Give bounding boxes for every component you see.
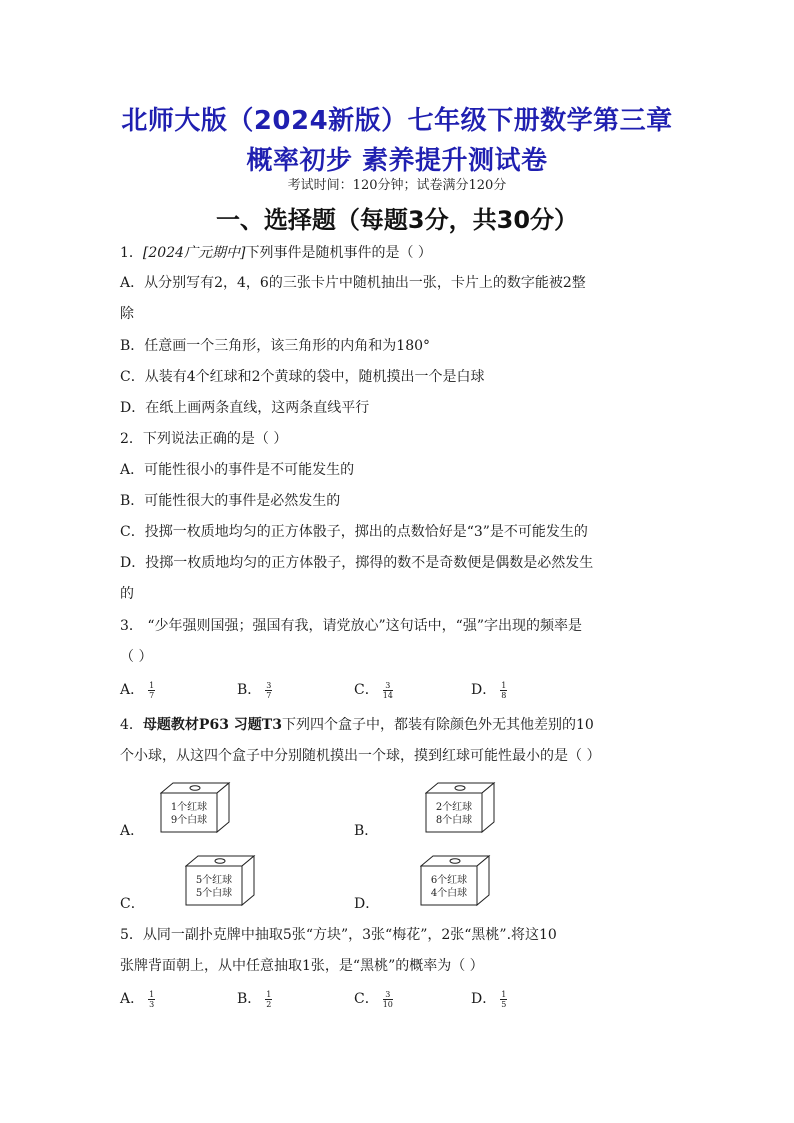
question-4-option-d-box xyxy=(420,855,492,911)
question-2-option-d-cont: 的 xyxy=(120,586,134,602)
fraction-numerator: 1 xyxy=(501,680,507,690)
option-label: A． xyxy=(120,682,145,698)
question-1-option-a-cont: 除 xyxy=(120,306,134,322)
red-ball-count: 2个红球 xyxy=(435,802,473,813)
fraction xyxy=(148,681,155,700)
fraction-numerator: 3 xyxy=(383,681,393,691)
fraction-numerator: 1 xyxy=(149,989,155,999)
question-4-option-c-label: C． xyxy=(120,896,145,912)
red-ball-count: 1个红球 xyxy=(170,802,208,813)
question-4-option-d-label: D． xyxy=(354,896,380,912)
question-2-stem: 2．下列说法正确的是（ ） xyxy=(120,431,288,447)
fraction-denominator: 5 xyxy=(501,999,507,1009)
question-4-option-b-box xyxy=(425,782,497,838)
fraction-numerator: 3 xyxy=(266,680,272,690)
question-4-source: 母题教材P63 习题T3 xyxy=(142,717,282,733)
question-4-option-c-box xyxy=(185,855,257,911)
question-2-option-a: A．可能性很小的事件是不可能发生的 xyxy=(120,462,355,478)
exam-info: 考试时间：120分钟；试卷满分120分 xyxy=(287,178,507,193)
fraction xyxy=(383,681,393,700)
exam-title-line-2: 概率初步 素养提升测试卷 xyxy=(246,146,548,176)
fraction-denominator: 8 xyxy=(501,690,507,700)
question-2-option-d: D．投掷一枚质地均匀的正方体骰子，掷得的数不是奇数便是偶数是必然发生 xyxy=(120,555,594,571)
question-1-option-a: A．从分别写有2，4，6的三张卡片中随机抽出一张，卡片上的数字能被2整 xyxy=(120,275,586,291)
white-ball-count: 8个白球 xyxy=(435,815,473,826)
white-ball-count: 5个白球 xyxy=(195,888,233,899)
option-label: B． xyxy=(237,991,262,1007)
fraction xyxy=(500,681,507,700)
exam-title-line-1: 北师大版（2024新版）七年级下册数学第三章 xyxy=(121,106,673,136)
question-4-stem xyxy=(120,714,594,734)
question-2-option-b: B．可能性很大的事件是必然发生的 xyxy=(120,493,341,509)
fraction-denominator: 14 xyxy=(382,690,393,700)
fraction xyxy=(500,990,507,1009)
section-heading: 一、选择题（每题3分，共30分） xyxy=(215,206,579,234)
question-4-text: 下列四个盒子中，都装有除颜色外无其他差别的10 xyxy=(281,717,594,733)
question-1-option-c: C．从装有4个红球和2个黄球的袋中，随机摸出一个是白球 xyxy=(120,369,485,385)
question-4-number: 4． xyxy=(120,717,143,733)
question-5-option-c xyxy=(354,988,393,1009)
fraction-numerator: 1 xyxy=(501,989,507,999)
question-1-option-d: D．在纸上画两条直线，这两条直线平行 xyxy=(120,400,370,416)
question-1-option-b: B．任意画一个三角形，该三角形的内角和为180° xyxy=(120,338,431,354)
fraction-numerator: 1 xyxy=(266,989,272,999)
question-4-option-a-box xyxy=(160,782,232,838)
fraction xyxy=(148,990,155,1009)
question-5-option-b xyxy=(237,988,272,1009)
ball-box-icon xyxy=(185,855,257,907)
fraction xyxy=(265,681,272,700)
question-1-number: 1． xyxy=(120,245,143,261)
question-2-option-c: C．投掷一枚质地均匀的正方体骰子，掷出的点数恰好是“3”是不可能发生的 xyxy=(120,524,588,540)
fraction-denominator: 2 xyxy=(266,999,272,1009)
fraction xyxy=(265,990,272,1009)
fraction-denominator: 10 xyxy=(382,999,393,1009)
question-5-option-d xyxy=(471,988,507,1009)
white-ball-count: 9个白球 xyxy=(170,815,208,826)
question-3-option-b xyxy=(237,679,272,700)
option-label: D． xyxy=(471,682,497,698)
question-3-stem: 3． “少年强则国强；强国有我，请党放心”这句话中，“强”字出现的频率是 xyxy=(120,618,582,634)
question-4-stem-cont: 个小球，从这四个盒子中分别随机摸出一个球，摸到红球可能性最小的是（ ） xyxy=(120,748,601,764)
question-5-stem-cont: 张牌背面朝上，从中任意抽取1张，是“黑桃”的概率为（ ） xyxy=(120,958,484,974)
option-label: A． xyxy=(120,991,145,1007)
fraction xyxy=(383,990,393,1009)
ball-box-icon xyxy=(420,855,492,907)
fraction-denominator: 7 xyxy=(149,690,155,700)
option-label: C． xyxy=(354,991,379,1007)
fraction-denominator: 7 xyxy=(266,690,272,700)
ball-box-icon xyxy=(160,782,232,834)
question-5-stem: 5．从同一副扑克牌中抽取5张“方块”，3张“梅花”，2张“黑桃”.将这10 xyxy=(120,927,557,943)
fraction-numerator: 1 xyxy=(149,680,155,690)
question-4-option-b-label: B． xyxy=(354,823,379,839)
option-label: D． xyxy=(471,991,497,1007)
option-label: C． xyxy=(354,682,379,698)
option-label: B． xyxy=(237,682,262,698)
fraction-numerator: 3 xyxy=(383,990,393,1000)
question-1-stem xyxy=(120,242,432,262)
red-ball-count: 6个红球 xyxy=(430,875,468,886)
ball-box-icon xyxy=(425,782,497,834)
fraction-denominator: 3 xyxy=(149,999,155,1009)
question-5-option-a xyxy=(120,988,155,1009)
red-ball-count: 5个红球 xyxy=(195,875,233,886)
question-1-text: 下列事件是随机事件的是（ ） xyxy=(245,245,432,261)
question-1-source: [2024广元期中] xyxy=(142,245,246,261)
question-3-option-a xyxy=(120,679,155,700)
question-3-option-c xyxy=(354,679,393,700)
question-3-stem-cont: （ ） xyxy=(120,649,153,665)
white-ball-count: 4个白球 xyxy=(430,888,468,899)
question-3-option-d xyxy=(471,679,507,700)
question-4-option-a-label: A． xyxy=(120,823,145,839)
